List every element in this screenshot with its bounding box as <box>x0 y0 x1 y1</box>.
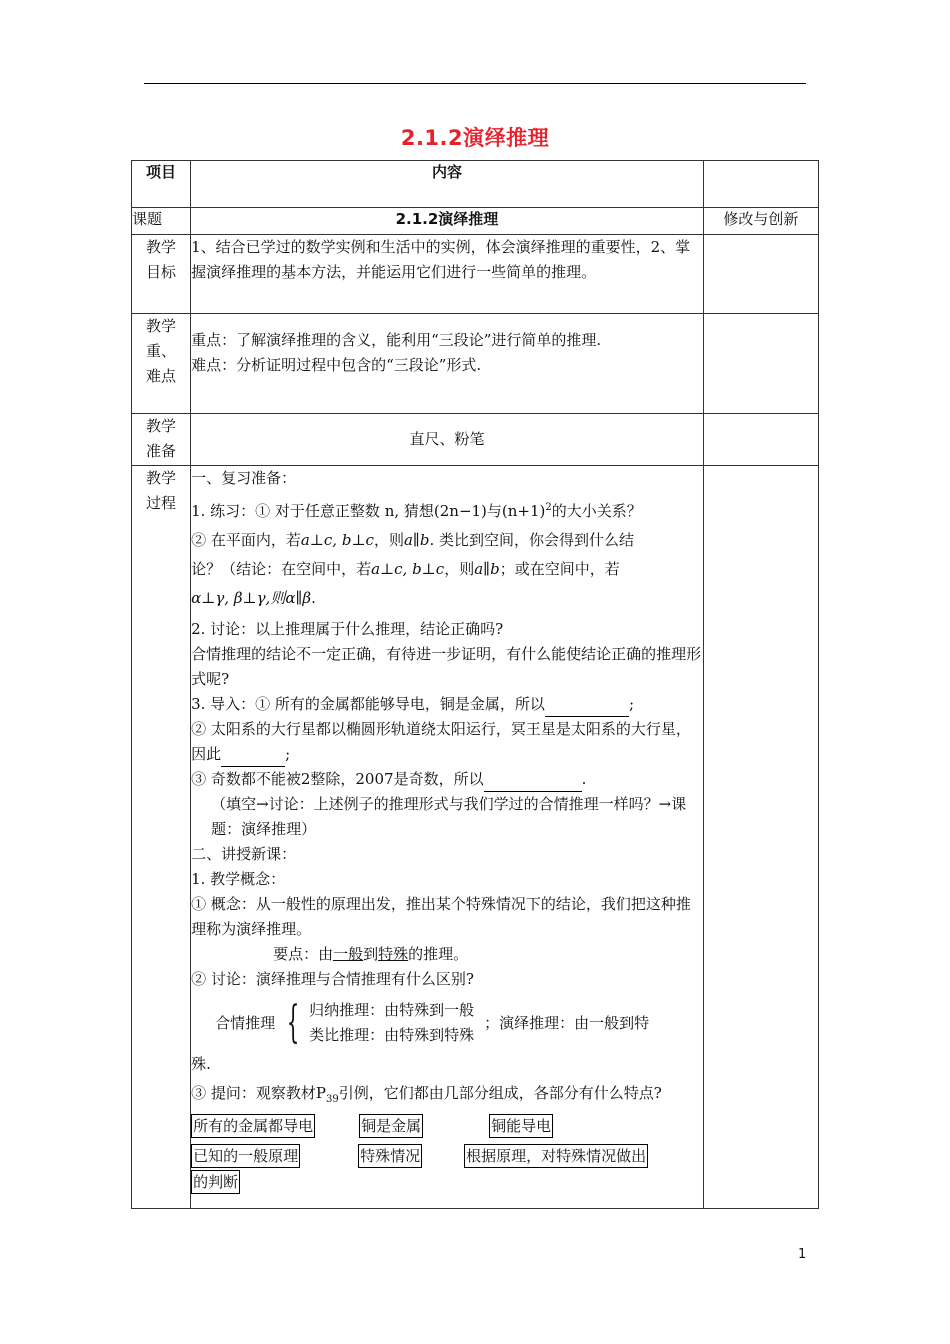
process-notes <box>703 466 818 1209</box>
header-content: 内容 <box>191 161 704 208</box>
plausible-types <box>309 998 474 1048</box>
analogy-item: 类比推理：由特殊到特殊 <box>309 1026 475 1044</box>
topic-content: 2.1.2演绎推理 <box>191 208 704 235</box>
goals-label: 教学 目标 <box>132 235 191 314</box>
fill-blank-2[interactable] <box>221 749 285 767</box>
deduction-item: ；演绎推理：由一般到特 <box>484 1013 650 1032</box>
process-label: 教学 过程 <box>132 466 191 1209</box>
key-point-text: 重点：了解演绎推理的含义，能利用“三段论”进行简单的推理. <box>191 331 602 349</box>
process-content <box>191 466 704 1209</box>
conclusion-box: 铜能导电 <box>489 1114 553 1138</box>
plausible-reasoning-label: 合情推理 <box>215 1013 276 1032</box>
goals-text: 1、结合已学过的数学实例和生活中的实例，体会演绎推理的重要性，2、掌握演绎推理的基本方法，并能运用它们进行一些简单的推理。 <box>191 238 691 281</box>
document-title: 2.1.2演绎推理 <box>400 126 550 150</box>
preparation-label: 教学 准备 <box>132 414 191 466</box>
exercise-2-cont: 论？（结论：在空间中，若a⊥c, b⊥c，则a∥b；或在空间中，若 <box>191 560 620 578</box>
header-item: 项目 <box>132 161 191 208</box>
judgment-box: 根据原理，对特殊情况做出 <box>464 1144 648 1168</box>
review-heading: 一、复习准备： <box>191 469 297 487</box>
goals-row <box>132 235 819 314</box>
fill-blank-3[interactable] <box>484 774 582 792</box>
preparation-content: 直尺、粉笔 <box>191 414 704 466</box>
lesson-plan-table <box>131 160 819 1209</box>
table-header-row <box>132 161 819 208</box>
fill-blank-1[interactable] <box>545 699 629 717</box>
exercise-2-space: α⊥γ, β⊥γ,则α∥β. <box>191 589 316 607</box>
minor-premise-box: 铜是金属 <box>359 1114 423 1138</box>
preparation-notes <box>703 414 818 466</box>
intro-1: 3. 导入：① 所有的金属都能够导电，铜是金属，所以 ; <box>191 692 703 717</box>
key-points-content <box>191 314 704 414</box>
goals-notes <box>703 235 818 314</box>
page-number: 1 <box>798 1247 807 1262</box>
reasoning-classification <box>191 998 703 1048</box>
difficulty-text: 难点：分析证明过程中包含的“三段论”形式. <box>191 356 482 374</box>
syllogism-structure-row <box>191 1144 703 1168</box>
key-point: 要点：由一般到特殊的推理。 <box>273 945 469 963</box>
special-case-box: 特殊情况 <box>358 1144 422 1168</box>
concept-heading: 1. 教学概念： <box>191 870 286 888</box>
syllogism-structure-cont <box>191 1170 703 1194</box>
judgment-box-cont: 的判断 <box>191 1170 240 1194</box>
concept-definition: ① 概念：从一般性的原理出发，推出某个特殊情况下的结论，我们把这种推理称为演绎推理。 <box>191 895 691 938</box>
key-points-label: 教学 重、 难点 <box>132 314 191 414</box>
exercise-2: ② 在平面内，若a⊥c, b⊥c，则a∥b. 类比到空间，你会得到什么结 <box>191 531 635 549</box>
discussion-answer: 合情推理的结论不一定正确，有待进一步证明，有什么能使结论正确的推理形式呢? <box>191 645 702 688</box>
syllogism-example-row <box>191 1114 703 1138</box>
major-premise-box: 所有的金属都导电 <box>191 1114 315 1138</box>
left-brace-icon: { <box>286 997 300 1048</box>
deduction-item-cont: 殊. <box>191 1055 211 1073</box>
header-rule <box>144 83 806 84</box>
goals-content <box>191 235 704 314</box>
exercise-1: 1. 练习：① 对于任意正整数 n, 猜想(2n−1)与$(n+1)^2$的大小关系？ <box>191 502 642 520</box>
observation-question: ③ 提问：观察教材$P_{39}$引例，它们都由几部分组成，各部分有什么特点? <box>191 1084 662 1105</box>
key-points-notes <box>703 314 818 414</box>
difference-question: ② 讨论：演绎推理与合情推理有什么区别? <box>191 970 474 988</box>
revision-column-header: 修改与创新 <box>703 208 818 235</box>
discussion-question: 2. 讨论：以上推理属于什么推理，结论正确吗? <box>191 620 504 638</box>
general-principle-box: 已知的一般原理 <box>191 1144 300 1168</box>
intro-note: （填空→讨论：上述例子的推理形式与我们学过的合情推理一样吗？→课题：演绎推理） <box>211 795 687 838</box>
topic-row <box>132 208 819 235</box>
new-lesson-heading: 二、讲授新课： <box>191 845 297 863</box>
induction-item: 归纳推理：由特殊到一般 <box>309 1001 475 1019</box>
preparation-row <box>132 414 819 466</box>
process-row <box>132 466 819 1209</box>
header-blank <box>703 161 818 208</box>
intro-3: ③ 奇数都不能被2整除，2007是奇数，所以 . <box>191 767 703 792</box>
topic-label: 课题 <box>132 208 191 235</box>
key-points-row <box>132 314 819 414</box>
intro-2: ② 太阳系的大行星都以椭圆形轨道绕太阳运行，冥王星是太阳系的大行星，因此 ; <box>191 717 703 767</box>
